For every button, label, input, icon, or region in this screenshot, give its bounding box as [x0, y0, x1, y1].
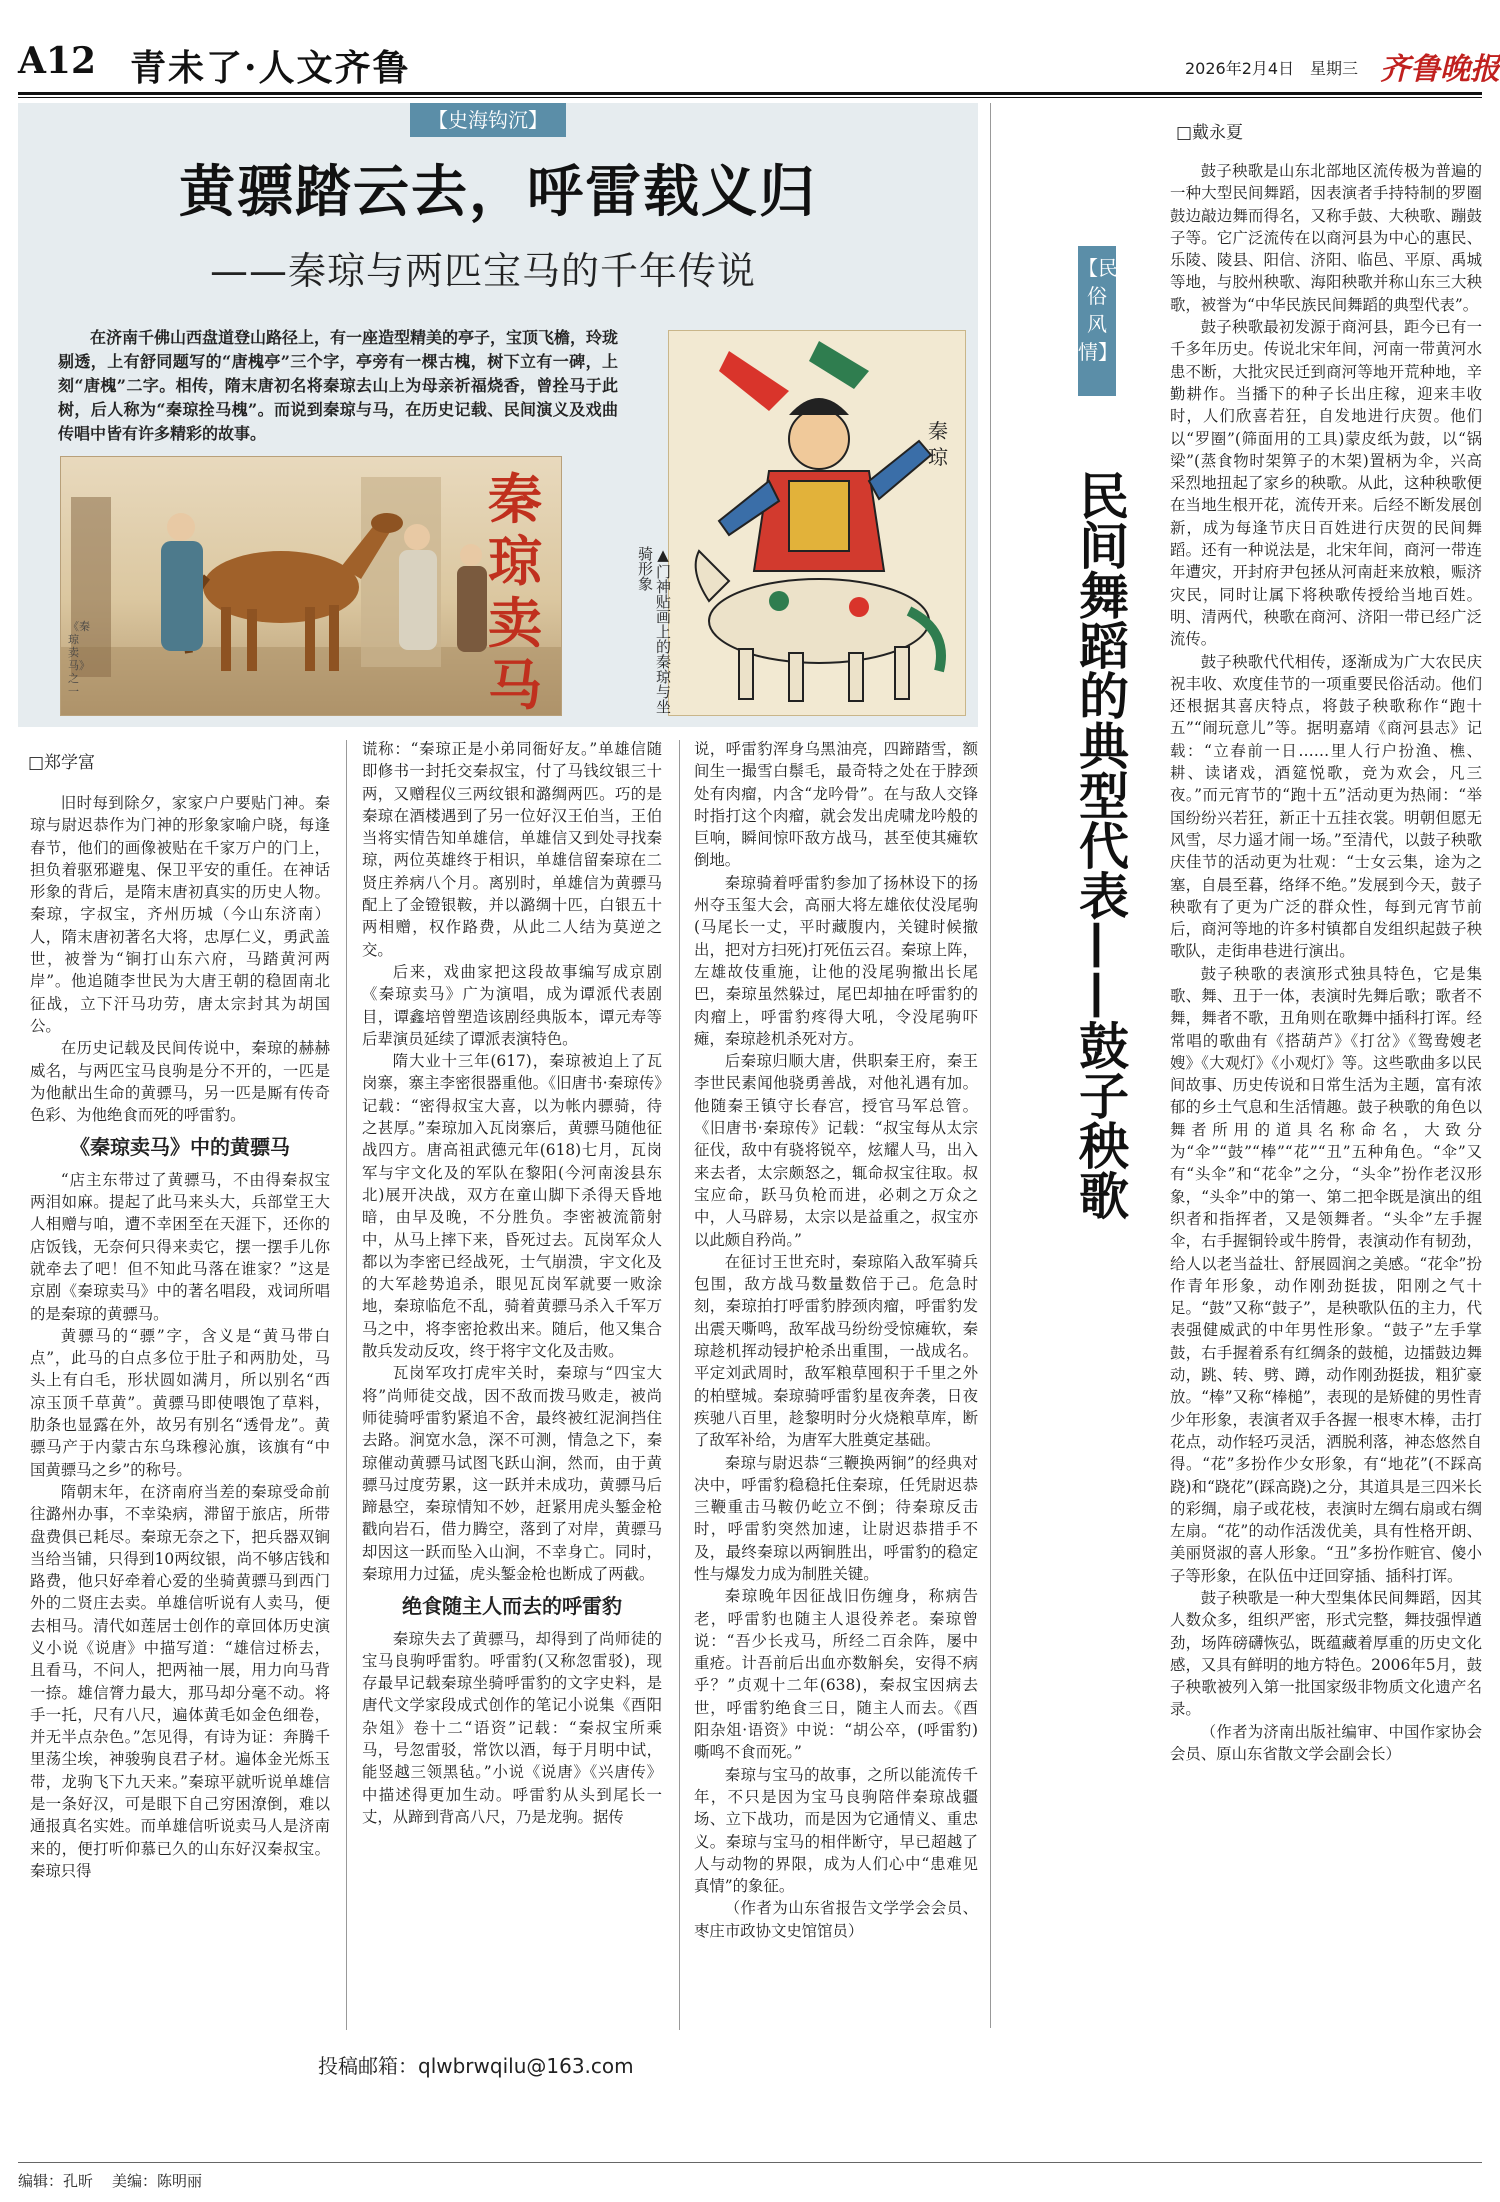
- woodcut-illustration: [669, 331, 965, 715]
- paragraph: 隋朝末年，在济南府当差的秦琼受命前往潞州办事，不幸染病，滞留于旅店，所带盘费俱已耗尽。秦琼无奈之下，把兵器双锏当给当铺，只得到10两纹银，尚不够店钱和路费，他只好牵着心爱的坐骑黄骠马到西门外的二贤庄去卖。单雄信听说有人卖马，便去相马。清代如莲居士创作的章回体历史演义小说《说唐》中描写道：“雄信过桥去，且看马，不问人，把两袖一展，用力向马背一捺。雄信膂力最大，那马却分毫不动。将手一托，尺有八尺，遍体黄毛如金色细卷，并无半点杂色。”怎见得，有诗为证：奔腾千里荡尘埃，神骏驹良君子材。遍体金光烁玉带，龙驹飞下九天来。”秦琼平就听说单雄信是一条好汉，可是眼下自己穷困潦倒，难以通报真名实姓。而单雄信听说卖马人是济南来的，便打听仰慕已久的山东好汉秦叔宝。秦琼只得: [30, 1482, 330, 1880]
- paragraph: 在历史记载及民间传说中，秦琼的赫赫威名，与两匹宝马良驹是分不开的，一匹是为他献出生命的黄骠马，另一匹是厮有传奇色彩、为他绝食而死的呼雷豹。: [30, 1039, 330, 1125]
- section-title: 青未了·人文齐鲁: [130, 47, 411, 89]
- woodcut-image: [668, 330, 966, 716]
- article-column-1: [30, 792, 330, 1882]
- paragraph: 瓦岗军攻打虎牢关时，秦琼与“四宝大将”尚师徒交战，因不敌而拨马败走，被尚师徒骑呼雷豹紧追不舍，最终被红泥涧挡住去路。涧宽水急，深不可测，情急之下，秦琼催动黄骠马试图飞跃山涧，然而，由于黄骠马过度劳累，这一跃并未成功，黄骠马后蹄悬空，秦琼情知不妙，赶紧用虎头錾金枪戳向岩石，借力腾空，落到了对岸，黄骠马却因这一跃而坠入山涧，不幸身亡。同时，秦琼用力过猛，虎头錾金枪也断成了两截。: [362, 1364, 662, 1583]
- paragraph: “店主东带过了黄骠马，不由得秦叔宝两泪如麻。提起了此马来头大，兵部堂王大人相赠与咱，遭不幸困至在天涯下，还你的店饭钱，无奈何只得来卖它，摆一摆手儿你就牵去了吧！但不知此马落在谁家？”这是京剧《秦琼卖马》中的著名唱段，戏词所唱的是秦琼的黄骠马。: [30, 1170, 330, 1323]
- paragraph: 说，呼雷豹浑身乌黑油亮，四蹄踏雪，额间生一撮雪白鬃毛，最奇特之处在于脖颈处有肉瘤，内含“龙吟骨”。在与敌人交锋时指打这个肉瘤，就会发出虎啸龙吟般的巨响，瞬间惊吓敌方战马，甚至使其瘫软倒地。: [694, 740, 978, 870]
- paragraph: 鼓子秧歌最初发源于商河县，距今已有一千多年历史。传说北宋年间，河南一带黄河水患不断，大批灾民迁到商河等地开荒种地，辛勤耕作。当播下的种子长出庄稼，迎来丰收时，人们欣喜若狂，自发地进行庆贺。他们以“罗圈”(筛面用的工具)蒙皮纸为鼓，以“锅梁”(蒸食物时架箅子的木架)置柄为伞，兴高采烈地扭起了家乡的秧歌。从此，这种秧歌便在当地生根开花，流传开来。后经不断发展创新，成为每逢节庆日百姓进行庆贺的民间舞蹈。还有一种说法是，北宋年间，商河一带连年遭灾，开封府尹包拯从河南赶来放粮，赈济灾民，同时让属下将秧歌传授给当地百姓。明、清两代，秧歌在商河、济阳一带已经广泛流传。: [1170, 318, 1482, 649]
- column-tag: 【民俗风情】: [1078, 246, 1116, 396]
- author-note: （作者为山东省报告文学学会会员、枣庄市政协文史馆馆员）: [694, 1899, 978, 1940]
- paragraph: 在征讨王世充时，秦琼陷入敌军骑兵包围，敌方战马数量数倍于己。危急时刻，秦琼拍打呼雷豹脖颈肉瘤，呼雷豹发出震天嘶鸣，敌军战马纷纷受惊瘫软，秦琼趁机挥动锓护枪杀出重围，一战成名。平定刘武周时，敌军粮草囤积于千里之外的柏壁城。秦琼骑呼雷豹星夜奔袭，日夜疾驰八百里，趁黎明时分火烧粮草库，断了敌军补给，为唐军大胜奠定基础。: [694, 1252, 978, 1450]
- feature-subheadline: ——秦琼与两匹宝马的千年传说: [210, 249, 757, 293]
- designer-credit: 美编：陈明丽: [112, 2172, 203, 2190]
- paragraph: 后秦琼归顺大唐，供职秦王府，秦王李世民素闻他骁勇善战，对他礼遇有加。他随秦王镇守长春宫，授官马军总管。《旧唐书·秦琼传》记载：“叔宝每从太宗征伐，敌中有骁将锐卒，炫耀人马，出入来去者，太宗颇怒之，辄命叔宝往取。叔宝应命，跃马负枪而进，必刺之万众之中，人马辟易，太宗以是益重之，叔宝亦以此颇自矜尚。”: [694, 1052, 978, 1249]
- paragraph: 秦琼骑着呼雷豹参加了扬林设下的扬州夺玉玺大会，高丽大将左雄依仗没尾驹(马尾长一丈，平时藏腹内，关键时候撤出，把对方扫死)打死伍云召。秦琼上阵，左雄故伎重施，让他的没尾驹撤出长尾巴，秦琼虽然躲过，尾巴却抽在呼雷豹的肉瘤上，呼雷豹疼得大吼，令没尾驹吓瘫，秦琼趁机杀死对方。: [694, 873, 978, 1048]
- header-rule: [18, 92, 1482, 95]
- article-subhead-2: 绝食随主人而去的呼雷豹: [402, 1594, 622, 1619]
- column-byline: □戴永夏: [1176, 123, 1244, 143]
- painting-title: 秦琼卖马: [488, 467, 542, 717]
- editor-credit: 编辑：孔昕: [18, 2172, 94, 2190]
- article-column-2: [362, 738, 662, 1828]
- issue-date: 2026年2月4日: [1185, 59, 1295, 78]
- paragraph: 后来，戏曲家把这段故事编写成京剧《秦琼卖马》广为演唱，成为谭派代表剧目，谭鑫培曾塑造该剧经典版本，谭元寿等后辈演员延续了谭派表演特色。: [362, 962, 662, 1048]
- issue-weekday: 星期三: [1310, 59, 1359, 78]
- column-title: 民间舞蹈的典型代表——鼓子秧歌: [1071, 470, 1130, 1220]
- newspaper-logo: 齐鲁晚报: [1380, 52, 1500, 87]
- painting-caption: 《秦琼卖马》之一: [68, 620, 90, 698]
- paragraph: 秦琼与宝马的故事，之所以能流传千年，不只是因为宝马良驹陪伴秦琼战疆场、立下战功，而是因为它通情义、重忠义。秦琼与宝马的相伴断守，早已超越了人与动物的界限，成为人们心中“患难见真情”的象征。: [694, 1765, 978, 1896]
- figure-caption: ▲门神贴画上的秦琼与坐骑形象: [636, 546, 672, 714]
- author-note: （作者为济南出版社编审、中国作家协会会员、原山东省散文学会副会长）: [1170, 1722, 1482, 1764]
- paragraph: 隋大业十三年(617)，秦琼被迫上了瓦岗寨，寨主李密很器重他。《旧唐书·秦琼传》记载：“密得叔宝大喜，以为帐内骠骑，待之甚厚。”秦琼加入瓦岗寨后，黄骠马随他征战四方。唐高祖武德元年(618)七月，瓦岗军与宇文化及的军队在黎阳(今河南浚县东北)展开决战，双方在童山脚下杀得天昏地暗，由早及晚，不分胜负。李密被流箭射中，从马上摔下来，昏死过去。瓦岗军众人都以为李密已经战死，士气崩溃，宇文化及的大军趁势追杀，眼见瓦岗军就要一败涂地，秦琼临危不乱，骑着黄骠马杀入千军万马之中，将李密抢救出来。随后，他又集合散兵发动反攻，终于将宇文化及击败。: [362, 1052, 662, 1361]
- paragraph: 鼓子秧歌代代相传，逐渐成为广大农民庆祝丰收、欢度佳节的一项重要民俗活动。他们还根据其喜庆特点，将鼓子秧歌称作“跑十五”“闹玩意儿”等。据明嘉靖《商河县志》记载：“立春前一日……里人行户扮渔、樵、耕、读诸戏，酒筵悦歌，竞为欢会，凡三夜。”而元宵节的“跑十五”活动更为热闹：“举国纷纷兴若狂，新正十五挂衣裳。明朝但愿无风雪，尽力遥才闹一场。”至清代，以鼓子秧歌庆佳节的活动更为壮观：“士女云集，途为之塞，自晨至暮，络绎不绝。”发展到今天，鼓子秧歌有了更为广泛的群众性，每到元宵节前后，商河等地的许多村镇都自发组织起鼓子秧歌队，走街串巷进行演出。: [1170, 652, 1482, 961]
- paragraph: 鼓子秧歌是一种大型集体民间舞蹈，因其人数众多，组织严密，形式完整，舞技强悍遒劲，场阵磅礴恢弘，既蕴藏着厚重的历史文化感，又具有鲜明的地方特色。2006年5月，鼓子秧歌被列入第一批国家级非物质文化遗产名录。: [1170, 1589, 1482, 1719]
- column-divider: [679, 740, 680, 2030]
- feature-kicker: 【史海钩沉】: [410, 103, 566, 137]
- submission-email: 投稿邮箱：qlwbrwqilu@163.com: [318, 2054, 634, 2078]
- feature-headline: 黄骠踏云去，呼雷载义归: [179, 159, 817, 225]
- column-body: [1170, 160, 1482, 1765]
- article-subhead-1: 《秦琼卖马》中的黄骠马: [70, 1135, 290, 1160]
- page-number: A12: [18, 40, 97, 82]
- article-column-3: [694, 738, 978, 1942]
- column-divider: [990, 103, 991, 2028]
- feature-lead: 在济南千佛山西盘道登山路径上，有一座造型精美的亭子，宝顶飞檐，玲珑剔透，上有舒同题写的“唐槐亭”三个字，亭旁有一棵古槐，树下立有一碑，上刻“唐槐”二字。相传，隋末唐初名将秦琼去山上为母亲祈福烧香，曾拴马于此树，后人称为“秦琼拴马槐”。而说到秦琼与马，在历史记载、民间演义及戏曲传唱中皆有许多精彩的故事。: [58, 328, 619, 443]
- header-rule-thin: [18, 97, 1482, 98]
- article-byline: □郑学富: [28, 753, 96, 773]
- paragraph: 谎称：“秦琼正是小弟同衙好友。”单雄信随即修书一封托交秦叔宝，付了马钱纹银三十两，又赠程仪三两纹银和潞绸两匹。巧的是秦琼在酒楼遇到了另一位好汉王伯当，王伯当将实情告知单雄信，单雄信又到处寻找秦琼，两位英雄终于相识，单雄信留秦琼在二贤庄养病八个月。离别时，单雄信为黄骠马配上了金镫银鞍，并以潞绸十匹，白银五十两相赠，权作路费，从此二人结为莫逆之交。: [362, 740, 662, 959]
- woodcut-inscription: 秦琼: [928, 419, 948, 469]
- paragraph: 旧时每到除夕，家家户户要贴门神。秦琼与尉迟恭作为门神的形象家喻户晓，每逢春节，他们的画像被贴在千家万户的门上，担负着驱邪避鬼、保卫平安的重任。在神话形象的背后，是隋末唐初真实的历史人物。秦琼，字叔宝，齐州历城（今山东济南）人，隋末唐初著名大将，忠厚仁义，勇武盖世，被誉为“锏打山东六府，马踏黄河两岸”。他追随李世民为大唐王朝的稳固南北征战，立下汗马功劳，唐太宗封其为胡国公。: [30, 794, 330, 1035]
- paragraph: 黄骠马的“骠”字，含义是“黄马带白点”，此马的白点多位于肚子和两肋处，马头上有白毛，形状圆如满月，所以别名“西凉玉顶千草黄”。黄骠马即使喂饱了草料，肋条也显露在外，故另有别名“透骨龙”。黄骠马产于内蒙古东乌珠穆沁旗，该旗有“中国黄骠马之乡”的称号。: [30, 1326, 330, 1479]
- paragraph: 秦琼与尉迟恭“三鞭换两锏”的经典对决中，呼雷豹稳稳托住秦琼，任凭尉迟恭三鞭重击马鞍仍屹立不倒；待秦琼反击时，呼雷豹突然加速，让尉迟恭措手不及，最终秦琼以两锏胜出，呼雷豹的稳定性与爆发力成为制胜关键。: [694, 1453, 978, 1583]
- footer-rule: [18, 2162, 1482, 2163]
- paragraph: 鼓子秧歌是山东北部地区流传极为普遍的一种大型民间舞蹈，因表演者手持特制的罗圈鼓边敲边舞而得名，又称手鼓、大秧歌、蹦鼓子等。它广泛流传在以商河县为中心的惠民、乐陵、陵县、阳信、济阳、临邑、平原、禹城等地，与胶州秧歌、海阳秧歌并称山东三大秧歌，被誉为“中华民族民间舞蹈的典型代表”。: [1170, 162, 1482, 314]
- paragraph: 秦琼晚年因征战旧伤缠身，称病告老，呼雷豹也随主人退役养老。秦琼曾说：“吾少长戎马，所经二百余阵，屡中重疮。计吾前后出血亦数斛矣，安得不病乎？”贞观十二年(638)，秦叔宝因病去世，呼雷豹绝食三日，随主人而去。《酉阳杂俎·语资》中说：“胡公卒，(呼雷豹)嘶鸣不食而死。”: [694, 1587, 978, 1762]
- paragraph: 鼓子秧歌的表演形式独具特色，它是集歌、舞、丑于一体，表演时先舞后歌；歌者不舞，舞者不歌，丑角则在歌舞中插科打诨。经常唱的歌曲有《搭葫芦》《打岔》《鸳鸯嫂老嫂》《大观灯》《小观灯》等。这些歌曲多以民间故事、历史传说和日常生活为主题，富有浓郁的乡土气息和生活情趣。鼓子秧歌的角色以舞者所用的道具名称命名，大致分为“伞”“鼓”“棒”“花”“丑”五种角色。“伞”又有“头伞”和“花伞”之分，“头伞”扮作老汉形象，“头伞”中的第一、第二把伞既是演出的组织者和指挥者，又是领舞者。“头伞”左手握伞，右手握铜铃或牛胯骨，表演动作有韧劲，给人以老当益壮、舒展圆润之美感。“花伞”扮作青年形象，动作刚劲挺拔，阳刚之气十足。“鼓”又称“鼓子”，是秧歌队伍的主力，代表强健威武的中年男性形象。“鼓子”左手掌鼓，右手握着系有红绸条的鼓槌，边擂鼓边舞动，跳、转、劈、蹲，动作刚劲挺拔，粗犷豪放。“棒”又称“棒槌”，表现的是矫健的男性青少年形象，表演者双手各握一根枣木棒，击打花点，动作轻巧灵活，洒脱利落，神态悠然自得。“花”多扮作少女形象，有“地花”(不踩高跷)和“跷花”(踩高跷)之分，其道具是三四米长的彩绸，扇子或花枝，表演时左绸右扇或右绸左扇。“花”的动作活泼优美，具有性格开朗、美丽贤淑的喜人形象。“丑”多扮作赃官、傻小子等形象，在队伍中迂回穿插、插科打诨。: [1170, 964, 1482, 1585]
- paragraph: 秦琼失去了黄骠马，却得到了尚师徒的宝马良驹呼雷豹。呼雷豹(又称忽雷驳)，现存最早记载秦琼坐骑呼雷豹的文字史料，是唐代文学家段成式创作的笔记小说集《酉阳杂俎》卷十二“语资”记载：“秦叔宝所乘马，号忽雷驳，常饮以酒，每于月明中试，能竖越三领黑毡。”小说《说唐》《兴唐传》中描述得更加生动。呼雷豹从头到尾长一丈，从蹄到背高八尺，乃是龙驹。据传: [362, 1629, 662, 1826]
- column-divider: [346, 740, 347, 2030]
